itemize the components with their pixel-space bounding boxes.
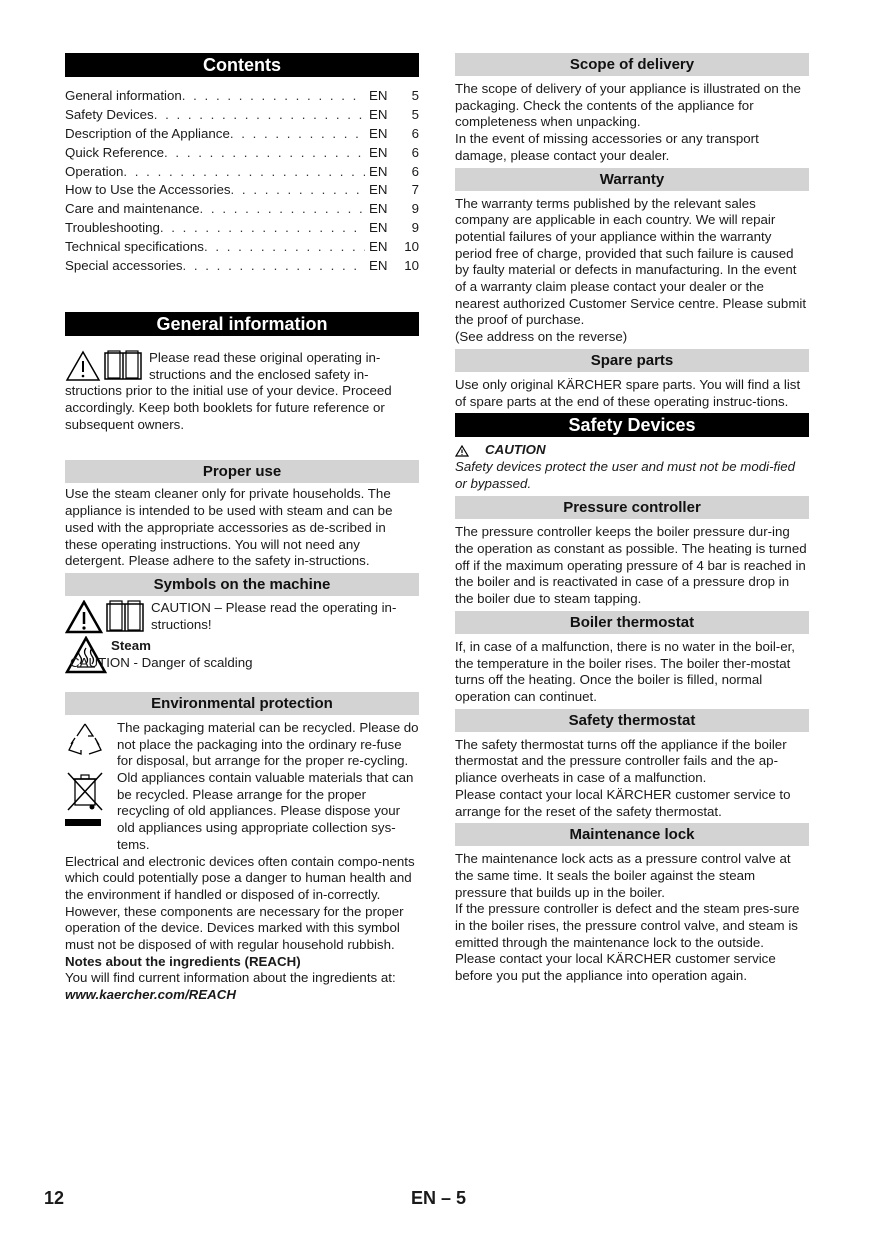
toc-page: 9 xyxy=(411,201,419,217)
symbols-heading: Symbols on the machine xyxy=(65,573,419,596)
toc-leader-dots xyxy=(231,181,365,200)
toc-title: Operation xyxy=(65,163,124,179)
toc-row[interactable] xyxy=(65,200,419,219)
proper-use-text: Use the steam cleaner only for private households. The appliance is intended to be used with steam and can be used with the appropriate accessories as de-scribed in these operating instructions. You will not need any detergent. Please adhere to the safety in-structions. xyxy=(65,486,393,569)
toc-row[interactable] xyxy=(65,181,419,200)
maintenance-lock-text-3: Please contact your local KÄRCHER customer service before you put the appliance into operation again. xyxy=(455,951,776,984)
safety-devices-heading: Safety Devices xyxy=(455,413,809,437)
boiler-thermostat-heading: Boiler thermostat xyxy=(455,611,809,634)
weee-text: Old appliances contain valuable materials that can be recycled. Please arrange for the proper recycling of old appliances. Please dispose your old appliances using appropriate collection sys-tems. xyxy=(117,770,414,852)
toc-leader-dots xyxy=(164,144,365,163)
toc-title: Quick Reference xyxy=(65,144,165,160)
toc-title: Special accessories xyxy=(65,258,183,274)
scope-text-1: The scope of delivery of your appliance is illustrated on the packaging. Check the contents of the appliance for completeness when unpacking. xyxy=(455,81,801,130)
toc-page: 5 xyxy=(411,88,419,103)
left-column xyxy=(65,53,419,1004)
page-number: 12 xyxy=(44,1188,65,1208)
pressure-controller-text: The pressure controller keeps the boiler pressure dur-ing the operation as constant as possible. The heating is turned off if the maximum operating pressure of 4 bar is reached in the boiler and is reactivated in case of a pressure drop in the boiler due to steam tapping. xyxy=(455,524,807,607)
recycle-icon xyxy=(65,720,105,760)
recycle-text: The packaging material can be recycled. Please do not place the packaging into the ordinary re-fuse for disposal, but arrange for the proper re-cycling. xyxy=(117,719,419,769)
toc-title: Troubleshooting xyxy=(65,220,160,236)
warning-triangle-icon xyxy=(455,445,469,457)
warning-triangle-icon xyxy=(65,350,101,382)
weee-block xyxy=(65,770,419,854)
safety-thermostat-heading: Safety thermostat xyxy=(455,709,809,732)
toc-row[interactable] xyxy=(65,238,419,257)
reach-heading: Notes about the ingredients (REACH) xyxy=(65,953,301,969)
safety-thermostat-text-1: The safety thermostat turns off the appliance if the boiler thermostat and the pressure controller fails and the ap-pliance overheats in case of a malfunction. xyxy=(455,736,787,786)
electronic-devices-text: Electrical and electronic devices often contain compo-nents which could potentially pose a danger to human health and the environment if handled or disposed of in-correctly. However, these components are necessary for the proper operation of the device. Devices marked with this symbol must not be disposed of with regular household rubbish. xyxy=(65,853,415,953)
toc-page: 10 xyxy=(404,239,419,255)
general-info-text-first: Please read these original operating in-structions and the enclosed safety in- xyxy=(149,349,381,382)
toc-page: 6 xyxy=(411,144,419,160)
toc-title: Description of the Appliance xyxy=(65,125,230,141)
crossed-bin-icon xyxy=(65,770,105,812)
general-info-block xyxy=(65,350,419,383)
toc-page: 6 xyxy=(411,125,419,141)
toc-lang: EN xyxy=(369,163,388,179)
toc-title: Safety Devices xyxy=(65,106,154,122)
general-information-heading: General information xyxy=(65,312,419,336)
toc-leader-dots xyxy=(183,257,365,276)
toc-row[interactable] xyxy=(65,106,419,125)
toc-leader-dots xyxy=(154,106,365,125)
scope-of-delivery-heading: Scope of delivery xyxy=(455,53,809,76)
weee-icon-box xyxy=(65,770,107,826)
symbols-caution-text: CAUTION – Please read the operating in-structions! xyxy=(151,599,397,632)
maintenance-lock-text-1: The maintenance lock acts as a pressure control valve at the same time. It seals the boiler against the steam pressure that builds up in the boiler. xyxy=(455,851,791,900)
maintenance-lock-text-2: If the pressure controller is defect and the steam pres-sure in the boiler rises, the pressure control valve, and steam is emitted through the maintenance lock to the outside. xyxy=(455,901,800,950)
toc-row[interactable] xyxy=(65,257,419,276)
toc-title: Care and maintenance xyxy=(65,201,200,217)
toc-row[interactable] xyxy=(65,144,419,163)
toc-lang: EN xyxy=(369,144,388,160)
toc-row[interactable] xyxy=(65,125,419,144)
warning-triangle-icon xyxy=(65,600,103,634)
caution-icons xyxy=(65,600,145,634)
spare-parts-text: Use only original KÄRCHER spare parts. You will find a list of spare parts at the end of these operating instruc-tions. xyxy=(455,376,801,409)
toc-page: 10 xyxy=(404,258,419,274)
page-label: EN – 5 xyxy=(411,1188,467,1208)
toc-leader-dots xyxy=(204,238,365,257)
spare-parts-heading: Spare parts xyxy=(455,349,809,372)
weee-bar xyxy=(65,819,101,826)
safety-caution-row xyxy=(455,442,809,459)
safety-caution-text: Safety devices protect the user and must not be modi-fied or bypassed. xyxy=(455,458,795,491)
recycle-block xyxy=(65,720,419,770)
toc-lang: EN xyxy=(369,88,388,103)
recycle-icon-box xyxy=(65,720,107,760)
right-column xyxy=(455,53,809,985)
table-of-contents xyxy=(65,87,419,276)
scope-text-2: In the event of missing accessories or any transport damage, please contact your dealer. xyxy=(455,131,759,163)
warranty-text-1: The warranty terms published by the relevant sales company are applicable in each country. We will repair potential failures of your appliance within the warranty period free of charge, provided that such failure is caused by faulty material or defects in manufacturing. In the event of a warranty claim please contact your dealer or the nearest authorized Customer Service centre. Please submit the proof of purchase. xyxy=(455,195,807,328)
toc-lang: EN xyxy=(369,106,388,122)
toc-row[interactable] xyxy=(65,87,419,106)
manual-book-icon xyxy=(105,600,145,634)
toc-page: 9 xyxy=(411,220,419,236)
toc-title: Technical specifications xyxy=(65,239,204,255)
safety-thermostat-text-2: Please contact your local KÄRCHER customer service to arrange for the reset of the safety thermostat. xyxy=(455,786,791,819)
toc-lang: EN xyxy=(369,201,388,217)
steam-label: Steam xyxy=(111,637,151,653)
manual-book-icon xyxy=(103,350,143,382)
toc-leader-dots xyxy=(182,87,365,106)
reach-link[interactable]: www.kaercher.com/REACH xyxy=(65,987,236,1003)
toc-page: 6 xyxy=(411,163,419,179)
boiler-thermostat-text: If, in case of a malfunction, there is no water in the boil-er, the temperature in the boiler rises. The boiler ther-mostat turns off the heating. Once the boiler is filled, normal operation can continuet. xyxy=(455,638,795,704)
toc-title: How to Use the Accessories xyxy=(65,182,231,198)
toc-leader-dots xyxy=(160,219,365,238)
warning-book-icons xyxy=(65,350,143,382)
toc-lang: EN xyxy=(369,182,388,198)
symbols-caution-block xyxy=(65,600,419,634)
toc-title: General information xyxy=(65,88,182,103)
environmental-protection-heading: Environmental protection xyxy=(65,692,419,715)
toc-lang: EN xyxy=(369,125,388,141)
toc-lang: EN xyxy=(369,220,388,236)
warranty-text-2: (See address on the reverse) xyxy=(455,329,628,345)
toc-leader-dots xyxy=(230,125,365,144)
toc-row[interactable] xyxy=(65,163,419,182)
maintenance-lock-heading: Maintenance lock xyxy=(455,823,809,846)
reach-text: You will find current information about the ingredients at: xyxy=(65,970,396,986)
toc-row[interactable] xyxy=(65,219,419,238)
contents-heading: Contents xyxy=(65,53,419,77)
safety-caution-label: CAUTION xyxy=(485,442,546,458)
steam-caution-text: CAUTION - Danger of scalding xyxy=(70,654,253,670)
toc-leader-dots xyxy=(123,163,365,182)
toc-page: 5 xyxy=(411,106,419,122)
toc-lang: EN xyxy=(369,239,388,255)
warranty-heading: Warranty xyxy=(455,168,809,191)
pressure-controller-heading: Pressure controller xyxy=(455,496,809,519)
toc-page: 7 xyxy=(411,182,419,198)
toc-lang: EN xyxy=(369,258,388,274)
symbols-steam-block xyxy=(65,636,419,674)
toc-leader-dots xyxy=(200,200,365,219)
general-info-text-rest: structions prior to the initial use of your device. Proceed accordingly. Keep both booklets for future reference or subsequent owners. xyxy=(65,383,392,432)
proper-use-heading: Proper use xyxy=(65,460,419,483)
